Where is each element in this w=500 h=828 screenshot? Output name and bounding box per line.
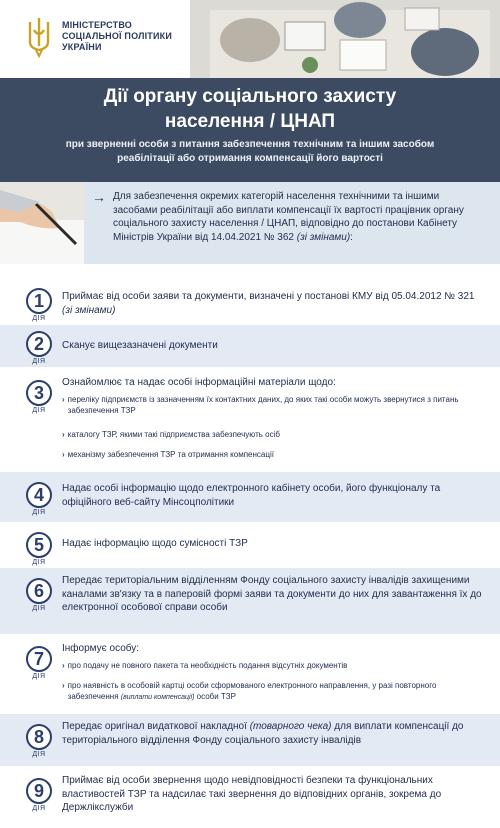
chevron-right-icon: › <box>62 681 65 690</box>
step-number-circle: 5 <box>26 532 52 558</box>
step-text: Приймає від особи звернення щодо невідповідності безпеки та функціональних властивостей ТЗР та надсилає такі звернення до відповідних органів, зокрема до Держлікслужби <box>62 775 442 813</box>
list-item <box>62 429 472 440</box>
step-label: ДІЯ <box>32 559 46 566</box>
step-number-circle: 6 <box>26 578 52 604</box>
list-item-text-main: про наявність в особовій картці особи сформованого електронного направлення, у разі повторного забезпечення <box>67 681 437 701</box>
list-item <box>62 660 472 671</box>
step-number-circle: 4 <box>26 482 52 508</box>
step-number <box>24 532 54 566</box>
intro-block <box>0 182 500 264</box>
list-item-text <box>68 680 463 703</box>
chevron-right-icon: › <box>62 395 65 404</box>
list-item-text-end: особи ТЗР <box>196 692 236 701</box>
intro-text-end: : <box>350 231 353 243</box>
step-number-circle: 9 <box>26 778 52 804</box>
step-text-main: Приймає від особи заяви та документи, визначені у постанові КМУ від 05.04.2012 № 321 <box>62 291 475 302</box>
chevron-right-icon: › <box>62 661 65 670</box>
step-text: Передає територіальним відділенням Фонду соціального захисту інвалідів захищеними каналами зв'язку та в паперовій формі заяви та документи до них для завантаження їх до електронної особової справи особи <box>62 575 482 613</box>
step-text-italic: (зі змінами) <box>62 304 116 316</box>
step-number <box>24 482 54 516</box>
step-text-main: Передає оригінал видаткової накладної <box>62 721 247 732</box>
list-item-text-italic: (виплати компенсації) <box>120 694 195 701</box>
list-item <box>62 394 472 416</box>
arrow-right-icon: → <box>92 189 106 205</box>
step-number <box>24 288 54 322</box>
step-number <box>24 380 54 414</box>
step-3 <box>0 370 500 470</box>
step-text <box>62 720 482 747</box>
step-number <box>24 778 54 812</box>
page-title: Дії органу соціального захисту населення / ЦНАП <box>103 86 397 132</box>
office-photo <box>190 0 500 78</box>
step-text: Надає інформацію щодо сумісності ТЗР <box>62 538 248 549</box>
ministry-line-3: УКРАЇНИ <box>62 42 102 52</box>
list-item-text: переліку підприємств із зазначенням їх контактних даних, до яких такі особи можуть звернутися з питань забезпечення ТЗР <box>67 395 459 415</box>
step-8 <box>0 714 500 766</box>
step-label: ДІЯ <box>32 751 46 758</box>
step-number <box>24 331 54 365</box>
ministry-line-2: СОЦІАЛЬНОЇ ПОЛІТИКИ <box>62 31 173 41</box>
intro-text-italic: (зі змінами) <box>296 231 351 243</box>
step-number <box>24 578 54 612</box>
step-4 <box>0 472 500 522</box>
step-label: ДІЯ <box>32 315 46 322</box>
step-text: Інформує особу: <box>62 643 140 654</box>
step-label: ДІЯ <box>32 407 46 414</box>
step-number-circle: 8 <box>26 724 52 750</box>
step-label: ДІЯ <box>32 805 46 812</box>
header <box>0 0 500 78</box>
step-6 <box>0 568 500 634</box>
step-text: Сканує вищезазначені документи <box>62 340 218 351</box>
step-number-circle: 3 <box>26 380 52 406</box>
ministry-name <box>62 20 172 53</box>
list-item-text: про подачу не повного пакета та необхідність подання відсутніх документів <box>67 661 348 670</box>
step-7 <box>0 638 500 712</box>
intro-text-main: Для забезпечення окремих категорій населення технічними та іншими засобами реабілітації або виплати компенсації їх вартості працівник органу соціального захисту населення / ЦНАП, відповідно до постанови Кабінету Міністрів України від 14.04.2021 № 362 <box>113 191 464 243</box>
list-item-text: механізму забезпечення ТЗР та отримання компенсації <box>67 450 274 459</box>
intro-text <box>113 190 485 244</box>
step-number <box>24 646 54 680</box>
step-1 <box>0 282 500 322</box>
step-number-circle: 7 <box>26 646 52 672</box>
hand-with-pen-image <box>0 182 84 264</box>
step-label: ДІЯ <box>32 358 46 365</box>
list-item <box>62 449 472 460</box>
step-text <box>62 290 482 317</box>
step-5 <box>0 526 500 566</box>
trident-logo-icon <box>24 16 54 58</box>
step-number <box>24 724 54 758</box>
list-item <box>62 680 472 703</box>
step-text: Ознайомлює та надає особі інформаційні матеріали щодо: <box>62 377 336 388</box>
page-subtitle: при зверненні особи з питання забезпечення технічним та іншим засобом реабілітації або отримання компенсації його вартості <box>65 139 435 164</box>
step-9 <box>0 770 500 822</box>
chevron-right-icon: › <box>62 430 65 439</box>
title-band <box>0 78 500 182</box>
list-item-text: каталогу ТЗР, якими такі підприємства забезпечують осіб <box>67 430 280 439</box>
step-number-circle: 1 <box>26 288 52 314</box>
step-text-end: для виплати компенсації до територіального відділення Фонду соціального захисту інвалідів <box>62 721 464 746</box>
step-label: ДІЯ <box>32 509 46 516</box>
step-label: ДІЯ <box>32 605 46 612</box>
step-text-italic: (товарного чека) <box>249 721 332 732</box>
step-number-circle: 2 <box>26 331 52 357</box>
step-label: ДІЯ <box>32 673 46 680</box>
ministry-line-1: МІНІСТЕРСТВО <box>62 20 133 30</box>
step-text: Надає особі інформацію щодо електронного кабінету особи, його функціоналу та офіційного веб-сайту Мінсоцполітики <box>62 483 441 508</box>
chevron-right-icon: › <box>62 450 65 459</box>
step-2 <box>0 325 500 367</box>
